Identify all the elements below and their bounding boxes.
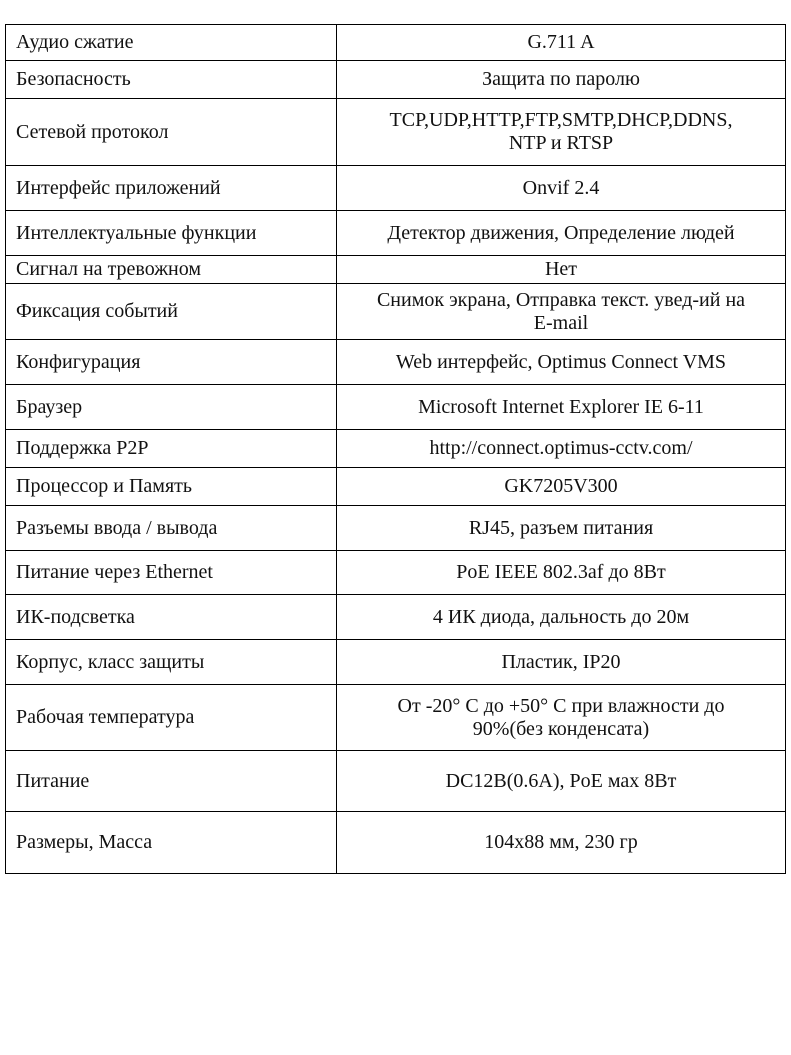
spec-value-line: Снимок экрана, Отправка текст. увед-ий на E-mail <box>376 288 746 334</box>
specifications-table <box>5 24 786 874</box>
spec-parameter: Аудио сжатие <box>6 25 337 61</box>
table-row <box>6 166 786 211</box>
spec-value: G.711 A <box>337 25 786 61</box>
spec-value: Защита по паролю <box>337 61 786 99</box>
table-row <box>6 99 786 166</box>
table-row <box>6 685 786 751</box>
spec-parameter: Разъемы ввода / вывода <box>6 506 337 551</box>
table-row <box>6 506 786 551</box>
specifications-body <box>6 25 786 874</box>
spec-value: 104x88 мм, 230 гр <box>337 812 786 874</box>
table-row <box>6 812 786 874</box>
spec-parameter: ИК-подсветка <box>6 595 337 640</box>
spec-value: DC12В(0.6А), PoE мах 8Вт <box>337 751 786 812</box>
spec-value: http://connect.optimus-cctv.com/ <box>337 430 786 468</box>
table-row <box>6 211 786 256</box>
table-row <box>6 430 786 468</box>
spec-parameter: Сигнал на тревожном <box>6 256 337 284</box>
spec-parameter: Поддержка P2P <box>6 430 337 468</box>
table-row <box>6 385 786 430</box>
spec-parameter: Интеллектуальные функции <box>6 211 337 256</box>
table-row <box>6 256 786 284</box>
table-row <box>6 468 786 506</box>
spec-value: RJ45, разъем питания <box>337 506 786 551</box>
table-row <box>6 340 786 385</box>
spec-value-line: От -20° С до +50° С при влажности до 90%(без конденсата) <box>397 694 725 740</box>
spec-value: Детектор движения, Определение людей <box>337 211 786 256</box>
spec-parameter: Сетевой протокол <box>6 99 337 166</box>
spec-parameter: Размеры, Масса <box>6 812 337 874</box>
spec-parameter: Корпус, класс защиты <box>6 640 337 685</box>
spec-value-line: TCP,UDP,HTTP,FTP,SMTP,DHCP,DDNS, NTP и RTSP <box>389 109 733 154</box>
spec-parameter: Питание через Ethernet <box>6 551 337 595</box>
spec-parameter: Процессор и Память <box>6 468 337 506</box>
spec-parameter: Рабочая температура <box>6 685 337 751</box>
table-row <box>6 25 786 61</box>
spec-value: GK7205V300 <box>337 468 786 506</box>
spec-value: 4 ИК диода, дальность до 20м <box>337 595 786 640</box>
spec-parameter: Питание <box>6 751 337 812</box>
spec-parameter: Браузер <box>6 385 337 430</box>
spec-value: Microsoft Internet Explorer IE 6-11 <box>337 385 786 430</box>
spec-value <box>337 99 786 166</box>
table-row <box>6 640 786 685</box>
spec-value: PoE IEEE 802.3af до 8Вт <box>337 551 786 595</box>
spec-value: Onvif 2.4 <box>337 166 786 211</box>
spec-value: Нет <box>337 256 786 284</box>
table-row <box>6 61 786 99</box>
spec-value: Пластик, IP20 <box>337 640 786 685</box>
spec-value <box>337 685 786 751</box>
table-row <box>6 595 786 640</box>
spec-parameter: Безопасность <box>6 61 337 99</box>
table-row <box>6 551 786 595</box>
table-row <box>6 284 786 340</box>
spec-parameter: Интерфейс приложений <box>6 166 337 211</box>
spec-parameter: Фиксация событий <box>6 284 337 340</box>
table-row <box>6 751 786 812</box>
spec-parameter: Конфигурация <box>6 340 337 385</box>
spec-value <box>337 284 786 340</box>
spec-value: Web интерфейс, Optimus Connect VMS <box>337 340 786 385</box>
